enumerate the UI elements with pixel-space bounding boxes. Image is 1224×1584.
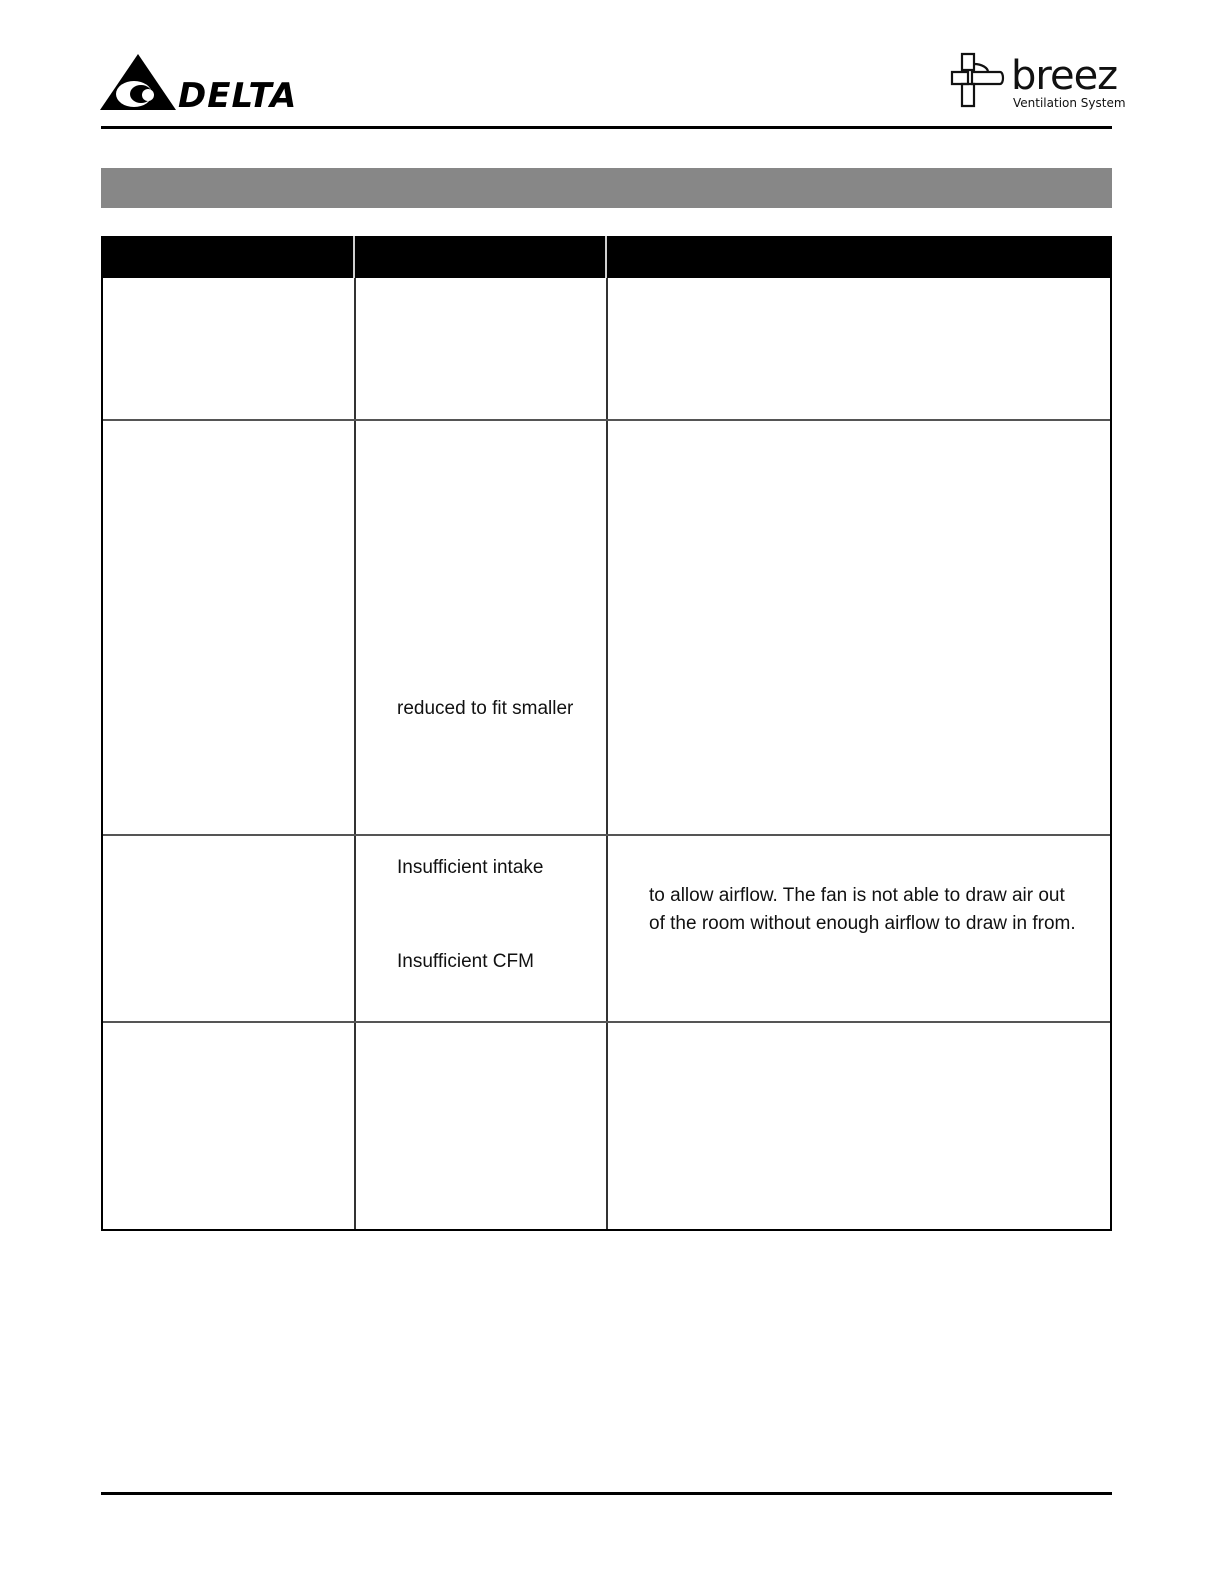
table-header-cell-cause: [355, 236, 606, 278]
table-header-row: [101, 236, 1112, 278]
solution-text: of the room without enough airflow to draw in from.: [649, 913, 1076, 934]
section-banner: [101, 168, 1112, 208]
column-divider: [606, 1023, 608, 1229]
table-body: [101, 278, 1112, 1231]
cause-text: Insufficient intake: [397, 857, 544, 878]
table-row: [103, 278, 1110, 421]
column-divider: [606, 278, 608, 419]
column-divider: [354, 836, 356, 1021]
column-divider: [606, 836, 608, 1021]
table-header-cell-problem: [101, 236, 354, 278]
column-divider: [354, 1023, 356, 1229]
cause-text: Insufficient CFM: [397, 951, 534, 972]
breez-logo-icon: [948, 50, 1008, 110]
solution-text: to allow airflow. The fan is not able to draw air out: [649, 885, 1065, 906]
brand-name: DELTA: [178, 76, 298, 116]
troubleshooting-table: [101, 236, 1112, 1231]
table-row: [103, 421, 1110, 836]
table-header-cell-solution: [607, 236, 1112, 278]
table-row: [103, 1023, 1110, 1231]
product-name: breez: [1011, 53, 1118, 99]
cause-text: reduced to fit smaller: [397, 698, 574, 719]
product-subtitle: Ventilation System: [1013, 96, 1126, 110]
header-divider: [101, 126, 1112, 129]
column-divider: [606, 421, 608, 834]
column-divider: [354, 421, 356, 834]
column-divider: [354, 278, 356, 419]
footer-divider: [101, 1492, 1112, 1495]
table-row: [103, 836, 1110, 1023]
